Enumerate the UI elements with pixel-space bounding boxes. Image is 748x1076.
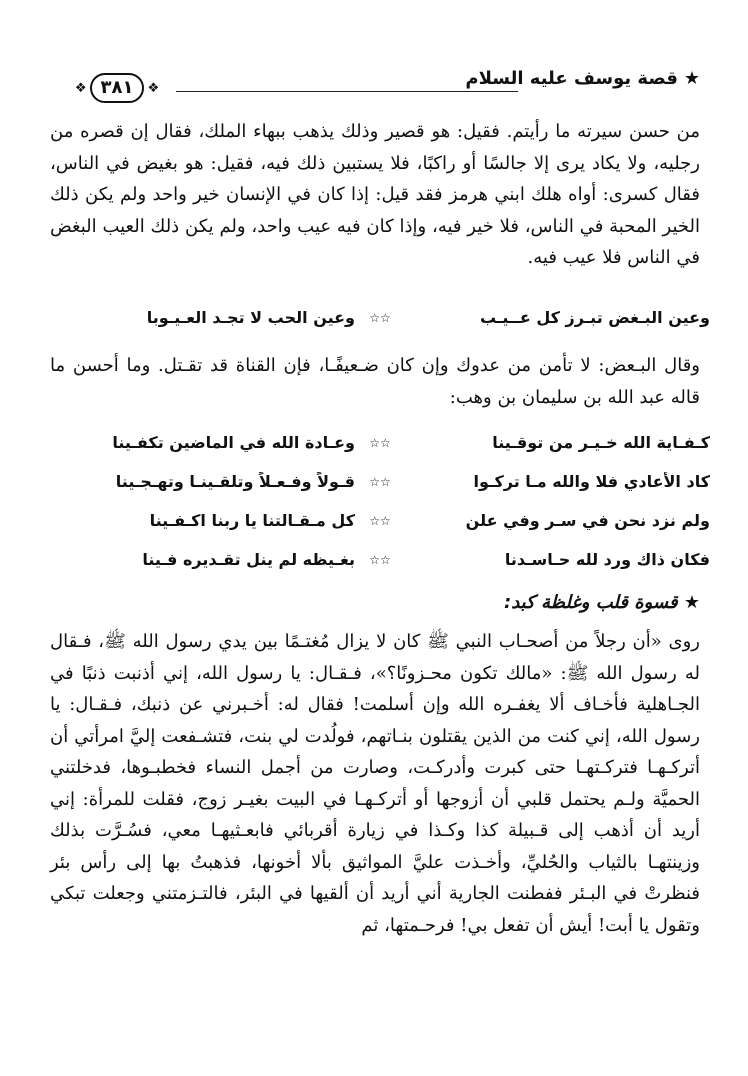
page-number: ٣٨١ <box>90 73 145 103</box>
running-title <box>465 68 700 89</box>
poem-line <box>50 540 710 579</box>
header-rule <box>176 91 518 92</box>
page-header <box>58 66 700 110</box>
running-title-text: قصة يوسف عليه السلام <box>465 68 678 89</box>
poem <box>50 423 710 579</box>
ornament-icon: ❖ <box>74 80 87 96</box>
poem-line <box>50 501 710 540</box>
ornament-icon: ❖ <box>147 80 160 96</box>
paragraph-2: وقال البـعض: لا تأمن من عدوك وإن كان ضـعيفًـا، فإن القناة قد تقـتل. وما أحسن ما قاله عبد الله بن سليمان بن وهب: <box>50 355 700 408</box>
section-heading: ★ قسوة قلب وغلظة كبد: <box>504 592 700 613</box>
verse-line <box>50 298 710 337</box>
star-separator-icon: ☆☆ <box>369 435 391 450</box>
verse-hemistich-first: وعين البـغض تبـرز كل عــيـب <box>480 308 710 327</box>
poem-hemistich-second: قـولاً وفـعـلاً وتلقـينـا وتهـجـينا <box>115 472 355 491</box>
star-separator-icon: ☆☆ <box>369 310 391 325</box>
paragraph-1: من حسن سيرته ما رأيتم. فقيل: هو قصير وذلك يذهب ببهاء الملك، فقال إن قصره من رجليه، ولا يكاد يرى إلا جالسًا أو راكبًا، فلا يستبين ذلك فيه، فقيل: هو بغيض في الناس، فقال كسرى: أواه هلك ابني هرمز فقد قيل: إذا كان في الإنسان خير واحد ولم يكن ذلك الخير المحبة في الناس، فلا خير فيه، وإذا كان فيه عيب واحد، ولم يكن ذلك العيب البغض في الناس فلا عيب فيه. <box>50 121 700 268</box>
poem-line <box>50 462 710 501</box>
star-separator-icon: ☆☆ <box>369 552 391 567</box>
paragraph-3: روى «أن رجلاً من أصحـاب النبي ﷺ كان لا يزال مُغتـمًا بين يدي رسول الله ﷺ، فـقال له رسول الله ﷺ: «مالك تكون محـزونًا؟»، فـقـال: يا رسول الله، إني أذنبت ذنبًا في الجـاهلية فأخـاف ألا يغفـره الله وإن أسلمت! فقال له: أخـبرني عن ذنبك، فـقـال: يا رسول الله، إني كنت من الذين يقتلون بنـاتهم، فولُدت لي بنت، فتشـفعت إليَّ امرأتي أن أتركـهـا فتركـتهـا حتى كبرت وأدركـت، وصارت من أجمل النساء فخطبـوها، فدخلتني الحميَّة ولـم يحتمل قلبي أن أزوجها أو أتركـهـا في البيت بغيـر زوج، فقلت للمرأة: إني أريد أن أذهب إلى قـبيلة كذا وكـذا في زيارة أقربائي فابعـثيهـا معي، فسُـرَّت بذلك وزينتهـا بالثياب والحُليِّ، وأخـذت عليَّ المواثيق بألا أخونها، فذهبتُ بها إلى رأس بئر فنظرتْ في البـئر ففطنت الجارية أني أريد أن ألقيها في البئر، فالتـزمتني وجعلت تبكي وتقول يا أبت! أيش أن تفعل بي! فرحـمتها، ثم <box>50 631 700 936</box>
star-separator-icon: ☆☆ <box>369 474 391 489</box>
poem-line <box>50 423 710 462</box>
verse-hemistich-second: وعين الحب لا تجـد العـيـوبا <box>146 308 355 327</box>
star-separator-icon: ☆☆ <box>369 513 391 528</box>
poem-hemistich-first: كاد الأعادي فلا والله مـا تركـوا <box>473 472 710 491</box>
page-number-badge <box>58 71 176 105</box>
poem-hemistich-first: ولم نزد نحن في سـر وفي علن <box>465 511 710 530</box>
poem-hemistich-first: كـفـاية الله خـيـر من توقـينا <box>492 433 710 452</box>
star-icon: ★ <box>683 68 700 89</box>
poem-hemistich-second: بغـيظه لم ينل تقـديره فـينا <box>142 550 355 569</box>
poem-hemistich-second: وعـادة الله في الماضين تكفـينا <box>112 433 355 452</box>
poem-hemistich-first: فكان ذاك ورد لله حـاسـدنا <box>504 550 710 569</box>
verse-couplet <box>50 298 710 337</box>
poem-hemistich-second: كل مـقـالتنا يا ربنا اكـفـينا <box>149 511 355 530</box>
